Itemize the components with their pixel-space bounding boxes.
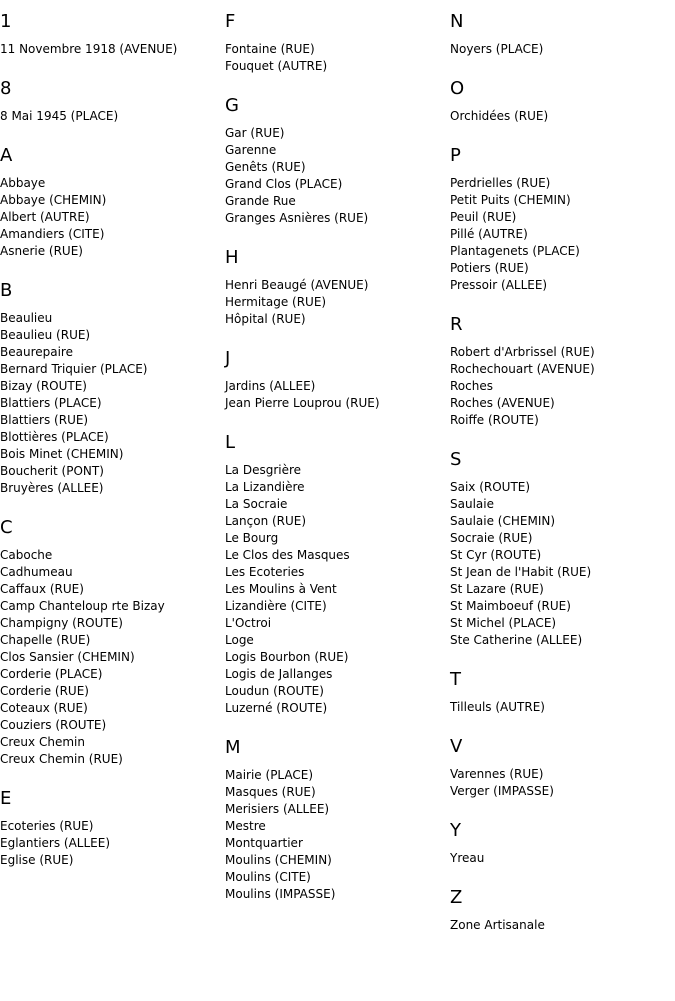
section-letter-heading: B	[0, 280, 13, 301]
street-list	[450, 917, 675, 934]
street-link[interactable]: Couziers (ROUTE)	[0, 718, 107, 732]
street-link[interactable]: Logis de Jallanges	[225, 667, 333, 681]
street-link[interactable]: Jardins (ALLEE)	[225, 379, 316, 393]
street-link[interactable]: Potiers (RUE)	[450, 261, 529, 275]
street-link[interactable]: Les Ecoteries	[225, 565, 305, 579]
section-letter-heading: G	[225, 95, 239, 116]
street-link[interactable]: Bruyères (ALLEE)	[0, 481, 104, 495]
street-link[interactable]: Zone Artisanale	[450, 918, 545, 932]
street-link[interactable]: Perdrielles (RUE)	[450, 176, 551, 190]
street-link[interactable]: Hermitage (RUE)	[225, 295, 327, 309]
street-link[interactable]: Roiffe (ROUTE)	[450, 413, 539, 427]
letter-section	[450, 820, 675, 867]
street-link[interactable]: Merisiers (ALLEE)	[225, 802, 330, 816]
street-link[interactable]: Verger (IMPASSE)	[450, 784, 554, 798]
street-list	[225, 277, 450, 328]
street-link[interactable]: Caboche	[0, 548, 53, 562]
street-link[interactable]: Mairie (PLACE)	[225, 768, 314, 782]
letter-section	[0, 78, 225, 125]
street-link[interactable]: Gar (RUE)	[225, 126, 285, 140]
letter-section	[225, 247, 450, 328]
street-link[interactable]: Blattiers (RUE)	[0, 413, 89, 427]
street-link[interactable]: Fouquet (AUTRE)	[225, 59, 328, 73]
street-list	[450, 850, 675, 867]
street-list	[0, 310, 225, 497]
street-link[interactable]: Moulins (CHEMIN)	[225, 853, 332, 867]
section-letter-heading: F	[225, 11, 236, 32]
street-link[interactable]: Camp Chanteloup rte Bizay	[0, 599, 165, 613]
street-link[interactable]: Grand Clos (PLACE)	[225, 177, 343, 191]
section-letter-heading: 8	[0, 78, 12, 99]
street-link[interactable]: Bizay (ROUTE)	[0, 379, 87, 393]
street-link[interactable]: St Maimboeuf (RUE)	[450, 599, 571, 613]
street-link[interactable]: Abbaye	[0, 176, 46, 190]
section-letter-heading: T	[450, 669, 461, 690]
street-link[interactable]: Saulaie (CHEMIN)	[450, 514, 556, 528]
street-link[interactable]: Le Clos des Masques	[225, 548, 350, 562]
section-letter-heading: C	[0, 517, 13, 538]
letter-section	[225, 432, 450, 717]
street-link[interactable]: 11 Novembre 1918 (AVENUE)	[0, 42, 178, 56]
street-link[interactable]: Chapelle (RUE)	[0, 633, 91, 647]
street-link[interactable]: Tilleuls (AUTRE)	[450, 700, 545, 714]
street-link[interactable]: Socraie (RUE)	[450, 531, 533, 545]
street-link[interactable]: Peuil (RUE)	[450, 210, 517, 224]
street-list	[450, 175, 675, 294]
street-link[interactable]: Boucherit (PONT)	[0, 464, 104, 478]
street-link[interactable]: La Lizandière	[225, 480, 305, 494]
street-link[interactable]: La Desgrière	[225, 463, 302, 477]
street-link[interactable]: Corderie (PLACE)	[0, 667, 103, 681]
letter-section	[0, 280, 225, 497]
street-link[interactable]: Beaurepaire	[0, 345, 73, 359]
street-link[interactable]: Creux Chemin	[0, 735, 85, 749]
section-letter-heading: P	[450, 145, 461, 166]
street-index-column-3	[450, 0, 675, 954]
section-letter-heading: E	[0, 788, 12, 809]
street-link[interactable]: Saix (ROUTE)	[450, 480, 531, 494]
letter-section	[0, 517, 225, 768]
section-letter-heading: N	[450, 11, 464, 32]
street-link[interactable]: Abbaye (CHEMIN)	[0, 193, 107, 207]
section-letter-heading: Y	[450, 820, 461, 841]
street-link[interactable]: Noyers (PLACE)	[450, 42, 544, 56]
street-link[interactable]: Blattiers (PLACE)	[0, 396, 102, 410]
street-link[interactable]: Eglise (RUE)	[0, 853, 74, 867]
letter-section	[225, 348, 450, 412]
street-link[interactable]: Bois Minet (CHEMIN)	[0, 447, 124, 461]
street-link[interactable]: Pillé (AUTRE)	[450, 227, 528, 241]
street-link[interactable]: Pressoir (ALLEE)	[450, 278, 548, 292]
street-link[interactable]: Coteaux (RUE)	[0, 701, 88, 715]
street-link[interactable]: Amandiers (CITE)	[0, 227, 105, 241]
street-list	[225, 462, 450, 717]
street-list	[450, 699, 675, 716]
street-list	[450, 41, 675, 58]
street-link[interactable]: Moulins (CITE)	[225, 870, 311, 884]
letter-section	[450, 145, 675, 294]
street-link[interactable]: St Jean de l'Habit (RUE)	[450, 565, 592, 579]
street-link[interactable]: Beaulieu (RUE)	[0, 328, 91, 342]
street-link[interactable]: Genêts (RUE)	[225, 160, 306, 174]
street-list	[450, 766, 675, 800]
street-link[interactable]: Cadhumeau	[0, 565, 73, 579]
street-link[interactable]: Ecoteries (RUE)	[0, 819, 94, 833]
street-link[interactable]: Masques (RUE)	[225, 785, 316, 799]
street-list	[0, 41, 225, 58]
street-link[interactable]: Orchidées (RUE)	[450, 109, 549, 123]
street-link[interactable]: Beaulieu	[0, 311, 53, 325]
street-link[interactable]: St Cyr (ROUTE)	[450, 548, 542, 562]
street-list	[0, 108, 225, 125]
street-link[interactable]: Plantagenets (PLACE)	[450, 244, 580, 258]
letter-section	[0, 145, 225, 260]
street-link[interactable]: Loge	[225, 633, 254, 647]
letter-section	[450, 78, 675, 125]
street-link[interactable]: Caffaux (RUE)	[0, 582, 84, 596]
street-link[interactable]: Saulaie	[450, 497, 494, 511]
street-link[interactable]: 8 Mai 1945 (PLACE)	[0, 109, 119, 123]
section-letter-heading: A	[0, 145, 13, 166]
section-letter-heading: J	[225, 348, 231, 369]
street-list	[225, 767, 450, 903]
street-link[interactable]: La Socraie	[225, 497, 288, 511]
street-list	[0, 175, 225, 260]
letter-section	[225, 737, 450, 903]
section-letter-heading: Z	[450, 887, 463, 908]
section-letter-heading: L	[225, 432, 236, 453]
street-link[interactable]: Henri Beaugé (AVENUE)	[225, 278, 369, 292]
street-link[interactable]: Champigny (ROUTE)	[0, 616, 123, 630]
section-letter-heading: H	[225, 247, 239, 268]
street-link[interactable]: Luzerné (ROUTE)	[225, 701, 328, 715]
street-link[interactable]: St Michel (PLACE)	[450, 616, 557, 630]
section-letter-heading: S	[450, 449, 462, 470]
street-list	[225, 41, 450, 75]
street-link[interactable]: Granges Asnières (RUE)	[225, 211, 369, 225]
street-list	[450, 344, 675, 429]
street-list	[225, 125, 450, 227]
section-letter-heading: 1	[0, 11, 12, 32]
street-index-column-1	[0, 0, 225, 889]
street-link[interactable]: Les Moulins à Vent	[225, 582, 337, 596]
letter-section	[450, 887, 675, 934]
street-index-column-2	[225, 0, 450, 923]
letter-section	[450, 449, 675, 649]
street-link[interactable]: Robert d'Arbrissel (RUE)	[450, 345, 595, 359]
letter-section	[450, 11, 675, 58]
street-link[interactable]: Montquartier	[225, 836, 303, 850]
street-link[interactable]: Eglantiers (ALLEE)	[0, 836, 111, 850]
section-letter-heading: R	[450, 314, 463, 335]
street-list	[0, 547, 225, 768]
section-letter-heading: V	[450, 736, 463, 757]
street-link[interactable]: Jean Pierre Louprou (RUE)	[225, 396, 380, 410]
street-link[interactable]: L'Octroi	[225, 616, 272, 630]
street-link[interactable]: Roches (AVENUE)	[450, 396, 555, 410]
street-link[interactable]: Hôpital (RUE)	[225, 312, 306, 326]
street-link[interactable]: Ste Catherine (ALLEE)	[450, 633, 583, 647]
street-link[interactable]: Fontaine (RUE)	[225, 42, 315, 56]
street-link[interactable]: Loudun (ROUTE)	[225, 684, 324, 698]
street-link[interactable]: Grande Rue	[225, 194, 296, 208]
letter-section	[0, 11, 225, 58]
street-link[interactable]: Mestre	[225, 819, 266, 833]
street-link[interactable]: Moulins (IMPASSE)	[225, 887, 336, 901]
street-link[interactable]: Petit Puits (CHEMIN)	[450, 193, 571, 207]
street-link[interactable]: Lizandière (CITE)	[225, 599, 327, 613]
street-link[interactable]: Garenne	[225, 143, 277, 157]
street-link[interactable]: Varennes (RUE)	[450, 767, 544, 781]
letter-section	[450, 736, 675, 800]
street-link[interactable]: Albert (AUTRE)	[0, 210, 90, 224]
section-letter-heading: M	[225, 737, 241, 758]
street-link[interactable]: Le Bourg	[225, 531, 279, 545]
street-list	[450, 108, 675, 125]
street-link[interactable]: Bernard Triquier (PLACE)	[0, 362, 148, 376]
street-link[interactable]: Creux Chemin (RUE)	[0, 752, 123, 766]
street-link[interactable]: St Lazare (RUE)	[450, 582, 544, 596]
street-link[interactable]: Roches	[450, 379, 493, 393]
letter-section	[0, 788, 225, 869]
street-link[interactable]: Lançon (RUE)	[225, 514, 307, 528]
street-link[interactable]: Asnerie (RUE)	[0, 244, 83, 258]
street-list	[225, 378, 450, 412]
street-link[interactable]: Clos Sansier (CHEMIN)	[0, 650, 135, 664]
street-list	[0, 818, 225, 869]
street-link[interactable]: Rochechouart (AVENUE)	[450, 362, 595, 376]
letter-section	[225, 95, 450, 227]
street-list	[450, 479, 675, 649]
letter-section	[450, 669, 675, 716]
letter-section	[450, 314, 675, 429]
section-letter-heading: O	[450, 78, 465, 99]
street-link[interactable]: Corderie (RUE)	[0, 684, 89, 698]
letter-section	[225, 11, 450, 75]
street-link[interactable]: Blottières (PLACE)	[0, 430, 109, 444]
street-link[interactable]: Logis Bourbon (RUE)	[225, 650, 349, 664]
street-link[interactable]: Yreau	[450, 851, 485, 865]
